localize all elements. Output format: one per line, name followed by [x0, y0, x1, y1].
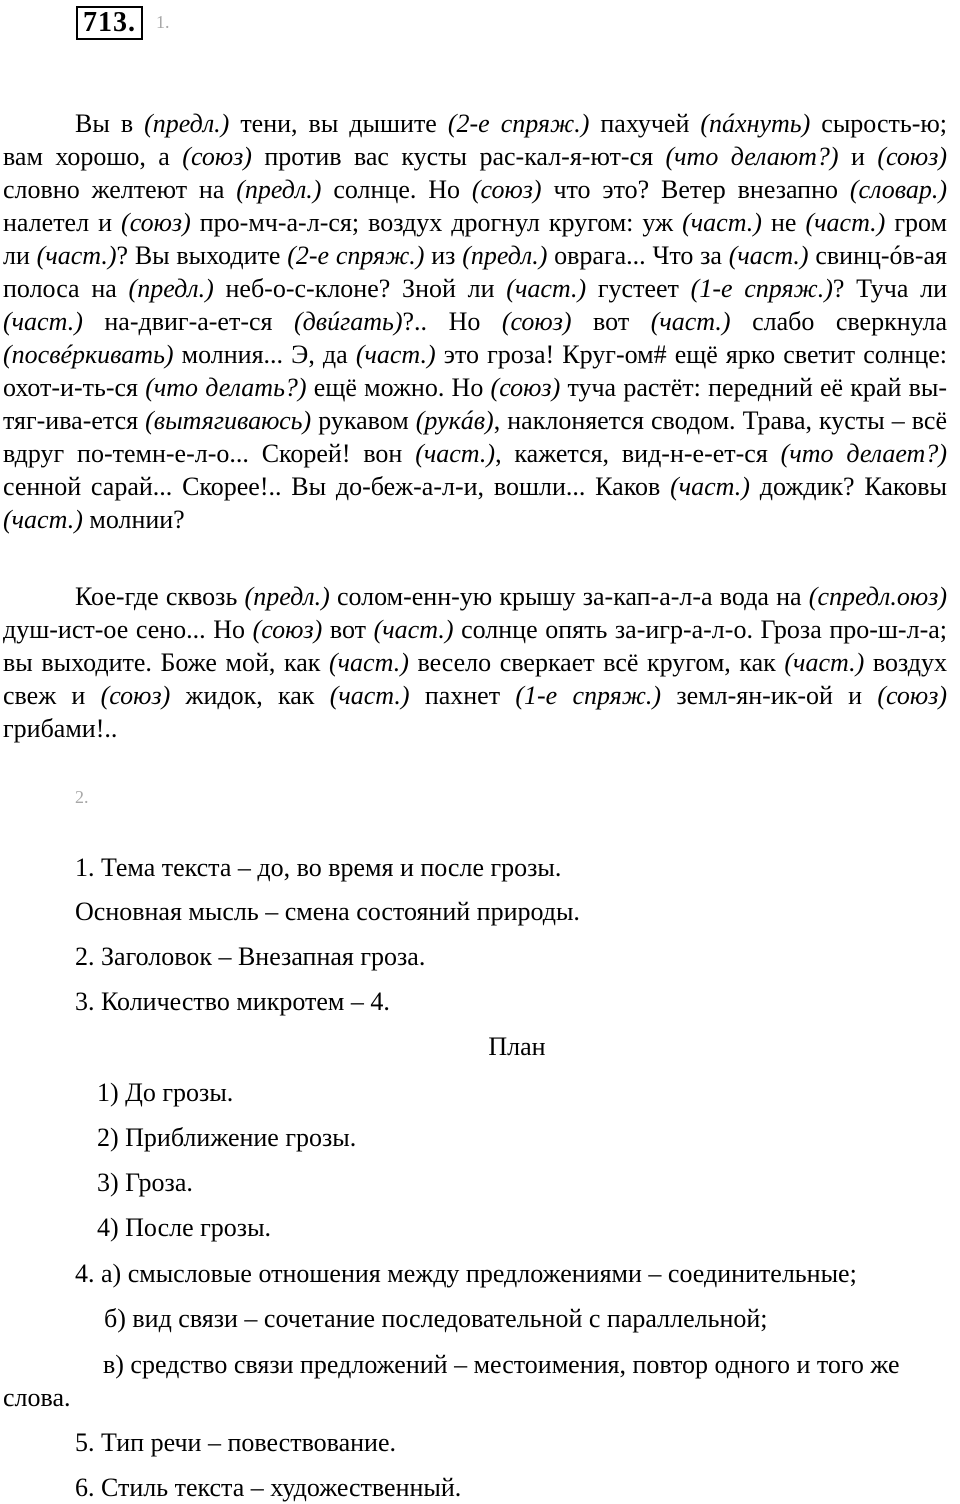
analysis-main-idea: Основная мысль – смена состояний природы.	[75, 897, 580, 926]
part-1-label: 1.	[156, 12, 170, 32]
analysis-microtheme-count: 3. Количество микротем – 4.	[75, 987, 390, 1016]
plan-item-3: 3) Гроза.	[97, 1168, 193, 1197]
plan-item-4: 4) После грозы.	[97, 1213, 272, 1242]
analysis-link-means: в) средство связи предложений – местоимения, повтор одного и того же слова.	[3, 1350, 900, 1412]
plan-item-2: 2) Приближение грозы.	[97, 1123, 357, 1152]
text-paragraph-1-content: Вы в (предл.) тени, вы дышите (2-е спряж.) пахучей (пáхнуть) сырость-ю; вам хорошо, а (союз) против вас кусты рас-кал-я-ют-ся (что делают?) и (союз) словно желтеют на (предл.) солнце. Но (союз) что это? Ветер внезапно (словар.) налетел и (союз) про-мч-а-л-ся; воздух дрогнул кругом: уж (част.) не (част.) гром ли (част.)? Вы выходите (2-е спряж.) из (предл.) оврага... Что за (част.) свинц-óв-ая полоса на (предл.) неб-о-с-клоне? Зной ли (част.) густеет (1-е спряж.)? Туча ли (част.) на-двиг-а-ет-ся (двúгать)?.. Но (союз) вот (част.) слабо сверкнула (посвéркивать) молния... Э, да (част.) это гроза! Круг-ом# ещё ярко светит солнце: охот-и-ть-ся (что делать?) ещё можно. Но (союз) туча растёт: передний её край вы-тяг-ива-ется (вытягиваюсь) рукавом (рукáв), наклоняется сводом. Трава, кусты – всё вдруг по-темн-е-л-о... Скорей! вон (част.), кажется, вид-н-е-ет-ся (что делает?) сенной сарай... Скорее!.. Вы до-беж-а-л-и, вошли... Каков (част.) дождик? Каковы (част.) молнии?	[3, 109, 948, 534]
analysis-relations: 4. а) смысловые отношения между предложениями – соединительные;	[75, 1259, 857, 1288]
plan-item-1: 1) До грозы.	[97, 1078, 234, 1107]
plan-heading: План	[488, 1032, 546, 1061]
analysis-style: 6. Стиль текста – художественный.	[75, 1473, 462, 1502]
text-paragraph-1	[3, 107, 947, 536]
text-paragraph-2	[3, 580, 947, 745]
analysis-speech-type: 5. Тип речи – повествование.	[75, 1428, 397, 1457]
analysis-link-type: б) вид связи – сочетание последовательной с параллельной;	[104, 1304, 768, 1333]
analysis-title: 2. Заголовок – Внезапная гроза.	[75, 942, 426, 971]
part-2-label: 2.	[75, 787, 89, 807]
text-paragraph-2-content: Кое-где сквозь (предл.) солом-енн-ую крышу за-кап-а-л-а вода на (спредл.оюз) душ-ист-ое сено... Но (союз) вот (част.) солнце опять за-игр-а-л-о. Гроза про-ш-л-а; вы выходите. Боже мой, как (част.) весело сверкает всё кругом, как (част.) воздух свеж и (союз) жидок, как (част.) пахнет (1-е спряж.) земл-ян-ик-ой и (союз) грибами!..	[3, 582, 947, 743]
analysis-theme: 1. Тема текста – до, во время и после грозы.	[75, 853, 562, 882]
exercise-number: 713.	[76, 6, 143, 40]
